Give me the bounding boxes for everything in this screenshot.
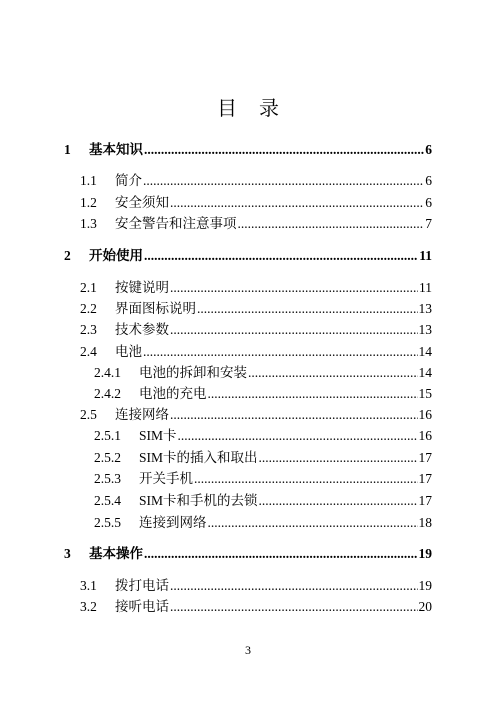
toc-entry-label: SIM卡和手机的去锁 <box>139 493 258 508</box>
toc-entry[interactable] <box>80 278 432 298</box>
toc-entry-page: 17 <box>418 493 432 508</box>
toc-entry-page: 19 <box>418 578 432 593</box>
toc-leader-dots <box>170 193 424 213</box>
toc-entry-page: 11 <box>419 280 432 295</box>
toc-entry-number: 2.5.5 <box>94 515 121 530</box>
toc-leader-dots <box>194 469 418 489</box>
toc-entry[interactable] <box>80 299 432 319</box>
toc-entry-number: 1.2 <box>80 195 97 210</box>
toc-entry-page: 14 <box>418 365 432 380</box>
toc-entry-page: 7 <box>425 216 432 231</box>
toc-entry[interactable] <box>94 448 432 468</box>
toc-entry-label: 安全警告和注意事项 <box>115 216 237 231</box>
toc-entry-label: 基本操作 <box>89 546 143 561</box>
toc-entry-label: 简介 <box>115 173 142 188</box>
toc-leader-dots <box>238 214 425 234</box>
toc-entry[interactable] <box>64 544 432 564</box>
toc-entry[interactable] <box>64 246 432 266</box>
toc-leader-dots <box>144 544 418 564</box>
toc-leader-dots <box>208 384 418 404</box>
toc-entry-number: 2.4 <box>80 344 97 359</box>
toc-entry-label: 开始使用 <box>89 248 143 263</box>
toc-leader-dots <box>197 299 418 319</box>
toc-entry-number: 3 <box>64 546 71 561</box>
toc-entry-number: 2.4.2 <box>94 386 121 401</box>
page-title <box>0 92 496 121</box>
toc-entry[interactable] <box>64 140 432 160</box>
title-char-2: 录 <box>259 98 279 120</box>
toc-entry-label: 连接网络 <box>115 407 169 422</box>
toc-leader-dots <box>170 597 418 617</box>
toc-entry[interactable] <box>80 171 432 191</box>
toc-entry[interactable] <box>80 342 432 362</box>
toc-entry[interactable] <box>80 405 432 425</box>
toc-entry-page: 19 <box>418 546 432 561</box>
toc-entry-label: 电池的充电 <box>139 386 207 401</box>
toc-entry-number: 3.1 <box>80 578 97 593</box>
toc-entry-page: 16 <box>418 428 432 443</box>
toc-entry-number: 2.5.1 <box>94 428 121 443</box>
toc-entry[interactable] <box>94 384 432 404</box>
toc-entry-number: 2.4.1 <box>94 365 121 380</box>
toc-entry-number: 1 <box>64 142 71 157</box>
toc-entry-page: 13 <box>418 301 432 316</box>
toc-entry-number: 2.5.4 <box>94 493 121 508</box>
toc-entry[interactable] <box>80 193 432 213</box>
toc-entry-label: 技术参数 <box>115 322 169 337</box>
toc-entry-page: 15 <box>418 386 432 401</box>
toc-entry-page: 6 <box>425 173 432 188</box>
toc-entry-page: 13 <box>418 322 432 337</box>
page-number: 3 <box>245 643 251 657</box>
toc-entry[interactable] <box>94 426 432 446</box>
toc-leader-dots <box>143 342 418 362</box>
toc-entry-number: 2.5.2 <box>94 450 121 465</box>
toc-entry-label: 基本知识 <box>89 142 143 157</box>
toc-entry-page: 16 <box>418 407 432 422</box>
toc-entry-page: 18 <box>418 515 432 530</box>
toc-entry-number: 2.5 <box>80 407 97 422</box>
toc-entry-label: 界面图标说明 <box>115 301 196 316</box>
toc-leader-dots <box>170 320 418 340</box>
toc-entry-number: 2.5.3 <box>94 471 121 486</box>
toc-entry-number: 1.1 <box>80 173 97 188</box>
toc-entry-number: 2 <box>64 248 71 263</box>
toc-entry[interactable] <box>94 491 432 511</box>
toc-entry-number: 2.3 <box>80 322 97 337</box>
toc-entry-label: 连接到网络 <box>139 515 207 530</box>
toc-entry-number: 1.3 <box>80 216 97 231</box>
toc-entry[interactable] <box>94 363 432 383</box>
toc-leader-dots <box>144 246 418 266</box>
toc-entry[interactable] <box>94 513 432 533</box>
toc-leader-dots <box>248 363 418 383</box>
toc-leader-dots <box>170 576 418 596</box>
toc-entry-page: 20 <box>418 599 432 614</box>
toc-leader-dots <box>170 405 418 425</box>
toc-entry-label: 电池的拆卸和安装 <box>139 365 247 380</box>
toc-entry[interactable] <box>80 320 432 340</box>
toc-leader-dots <box>143 171 424 191</box>
toc-entry-page: 11 <box>419 248 432 263</box>
title-char-1: 目 <box>217 98 237 120</box>
toc-leader-dots <box>259 448 418 468</box>
toc-entry-label: 拨打电话 <box>115 578 169 593</box>
toc-entry-number: 3.2 <box>80 599 97 614</box>
toc-entry-label: 接听电话 <box>115 599 169 614</box>
toc-entry-label: SIM卡的插入和取出 <box>139 450 258 465</box>
toc-entry-label: 安全须知 <box>115 195 169 210</box>
toc-entry-label: SIM卡 <box>139 428 177 443</box>
toc-entry-label: 开关手机 <box>139 471 193 486</box>
toc-leader-dots <box>208 513 418 533</box>
toc-entry-page: 6 <box>425 142 432 157</box>
toc-entry-page: 6 <box>425 195 432 210</box>
toc-leader-dots <box>170 278 418 298</box>
toc-entry[interactable] <box>94 469 432 489</box>
toc-entry[interactable] <box>80 214 432 234</box>
toc-entry-label: 按键说明 <box>115 280 169 295</box>
toc-leader-dots <box>178 426 418 446</box>
toc-entry-number: 2.2 <box>80 301 97 316</box>
toc-entry-page: 17 <box>418 450 432 465</box>
toc-leader-dots <box>144 140 424 160</box>
toc-entry[interactable] <box>80 576 432 596</box>
toc-entry-label: 电池 <box>115 344 142 359</box>
toc-entry[interactable] <box>80 597 432 617</box>
toc-entry-page: 17 <box>418 471 432 486</box>
toc-entry-number: 2.1 <box>80 280 97 295</box>
toc-entry-page: 14 <box>418 344 432 359</box>
toc-leader-dots <box>259 491 418 511</box>
